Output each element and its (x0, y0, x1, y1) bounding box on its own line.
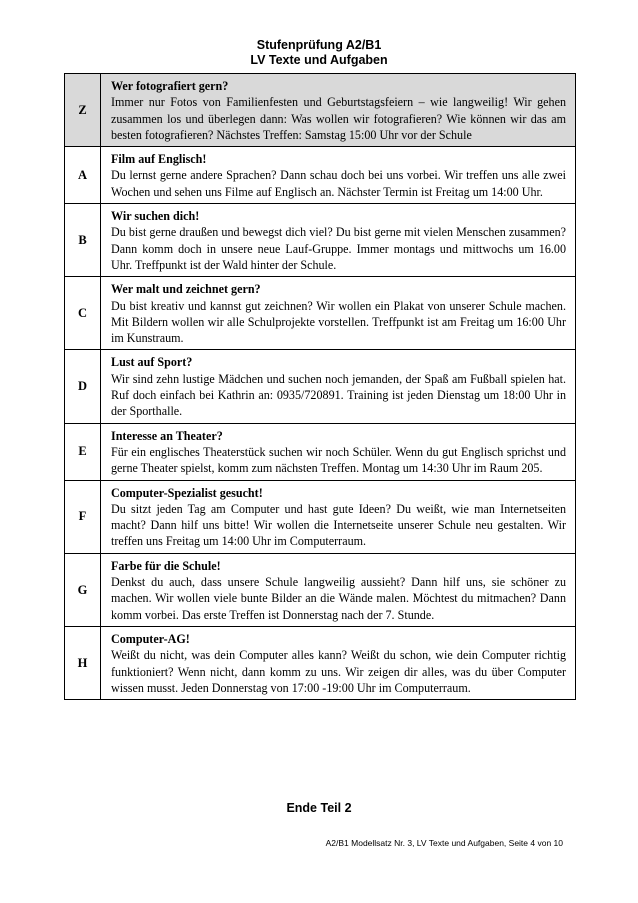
ad-body: Du sitzt jeden Tag am Computer und hast gute Ideen? Du weißt, wie man Internetseiten macht? Dann hilf uns bitte! Wir wollen die Internetseite unserer Schule neu gestalten. Wir treffen uns Freitag um 14:00 Uhr im Computerraum. (111, 501, 566, 549)
ad-title: Wir suchen dich! (111, 209, 200, 224)
row-letter: D (65, 350, 101, 423)
row-letter: Z (65, 74, 101, 147)
row-letter: C (65, 277, 101, 350)
row-text (101, 147, 576, 204)
table-row (65, 480, 576, 553)
row-letter: E (65, 423, 101, 480)
ad-body: Du bist kreativ und kannst gut zeichnen? Wir wollen ein Plakat von unserer Schule machen. Mit Bildern wollen wir alle Schulprojekte vorstellen. Treffpunkt ist am Freitag um 16:00 Uhr im Kunstraum. (111, 298, 566, 346)
ad-title: Computer-AG! (111, 631, 190, 646)
row-letter: F (65, 480, 101, 553)
ad-title: Lust auf Sport? (111, 355, 193, 370)
table-row (65, 204, 576, 277)
section-end-title: Ende Teil 2 (286, 801, 352, 815)
ad-title: Film auf Englisch! (111, 152, 207, 167)
ad-title: Computer-Spezialist gesucht! (111, 485, 263, 500)
ad-title: Wer fotografiert gern? (111, 79, 229, 93)
row-text (101, 553, 576, 626)
exam-title: Stufenprüfung A2/B1 (256, 38, 382, 52)
table-row (65, 147, 576, 204)
row-text (101, 423, 576, 480)
table-row (65, 423, 576, 480)
ad-body: Weißt du nicht, was dein Computer alles kann? Weißt du schon, wie dein Computer richtig funktioniert? Wenn nicht, dann komm zu uns. Wir zeigen dir alles, was du über Computer wissen musst. Jeden Donnerstag von 17:00 -19:00 Uhr im Computerraum. (111, 648, 566, 695)
row-letter: G (65, 553, 101, 626)
ad-body: Immer nur Fotos von Familienfesten und Geburtstagsfeiern – wie langweilig! Wir gehen zusammen los und überlegen dann: Was wollen wir fotografieren? Wie können wir das am besten fotografieren? Nächstes Treffen: Samstag 15:00 Uhr vor der Schule (111, 95, 566, 142)
row-letter: A (65, 147, 101, 204)
ad-body: Denkst du auch, dass unsere Schule langweilig aussieht? Dann hilf uns, sie schöner zu machen. Wir wollen viele bunte Bilder an die Wände malen. Möchtest du mitmachen? Dann komm vorbei. Das erste Treffen ist Donnerstag nach der 7. Stunde. (111, 575, 566, 622)
ad-title: Wer malt und zeichnet gern? (111, 282, 261, 297)
section-title: LV Texte und Aufgaben (250, 53, 388, 67)
row-text (101, 277, 576, 350)
ad-title: Farbe für die Schule! (111, 558, 221, 573)
row-text (101, 204, 576, 277)
row-text (101, 626, 576, 699)
table-row (65, 74, 576, 147)
ad-body: Wir sind zehn lustige Mädchen und suchen noch jemanden, der Spaß am Fußball spielen hat. Ruf doch einfach bei Kathrin an: 0935/720891. Training ist jeden Dienstag um 18:00 Uhr in der Sporthalle. (111, 371, 566, 419)
table-row (65, 553, 576, 626)
page-header (0, 38, 638, 68)
row-text (101, 74, 576, 147)
ad-title: Interesse an Theater? (111, 428, 223, 443)
ad-body: Du bist gerne draußen und bewegst dich viel? Du bist gerne mit vielen Menschen zusammen? Dann komm doch in unsere neue Lauf-Gruppe. Immer montags und mittwochs um 16.00 Uhr. Treffpunkt ist der Wald hinter der Schule. (111, 225, 566, 272)
table-row (65, 626, 576, 699)
table-row (65, 350, 576, 423)
row-text (101, 480, 576, 553)
ads-table (64, 73, 576, 700)
ad-body: Du lernst gerne andere Sprachen? Dann schau doch bei uns vorbei. Wir treffen uns alle zwei Wochen und sehen uns Filme auf Englisch an. Nächster Termin ist Freitag um 14:00 Uhr. (111, 168, 566, 199)
row-letter: B (65, 204, 101, 277)
table-row (65, 277, 576, 350)
page-footer-note: A2/B1 Modellsatz Nr. 3, LV Texte und Aufgaben, Seite 4 von 10 (325, 838, 563, 848)
row-letter: H (65, 626, 101, 699)
ad-body: Für ein englisches Theaterstück suchen wir noch Schüler. Wenn du gut Englisch sprichst und gerne Theater spielst, komm zum nächsten Treffen. Montag um 14:30 Uhr im Raum 205. (111, 444, 566, 476)
row-text (101, 350, 576, 423)
